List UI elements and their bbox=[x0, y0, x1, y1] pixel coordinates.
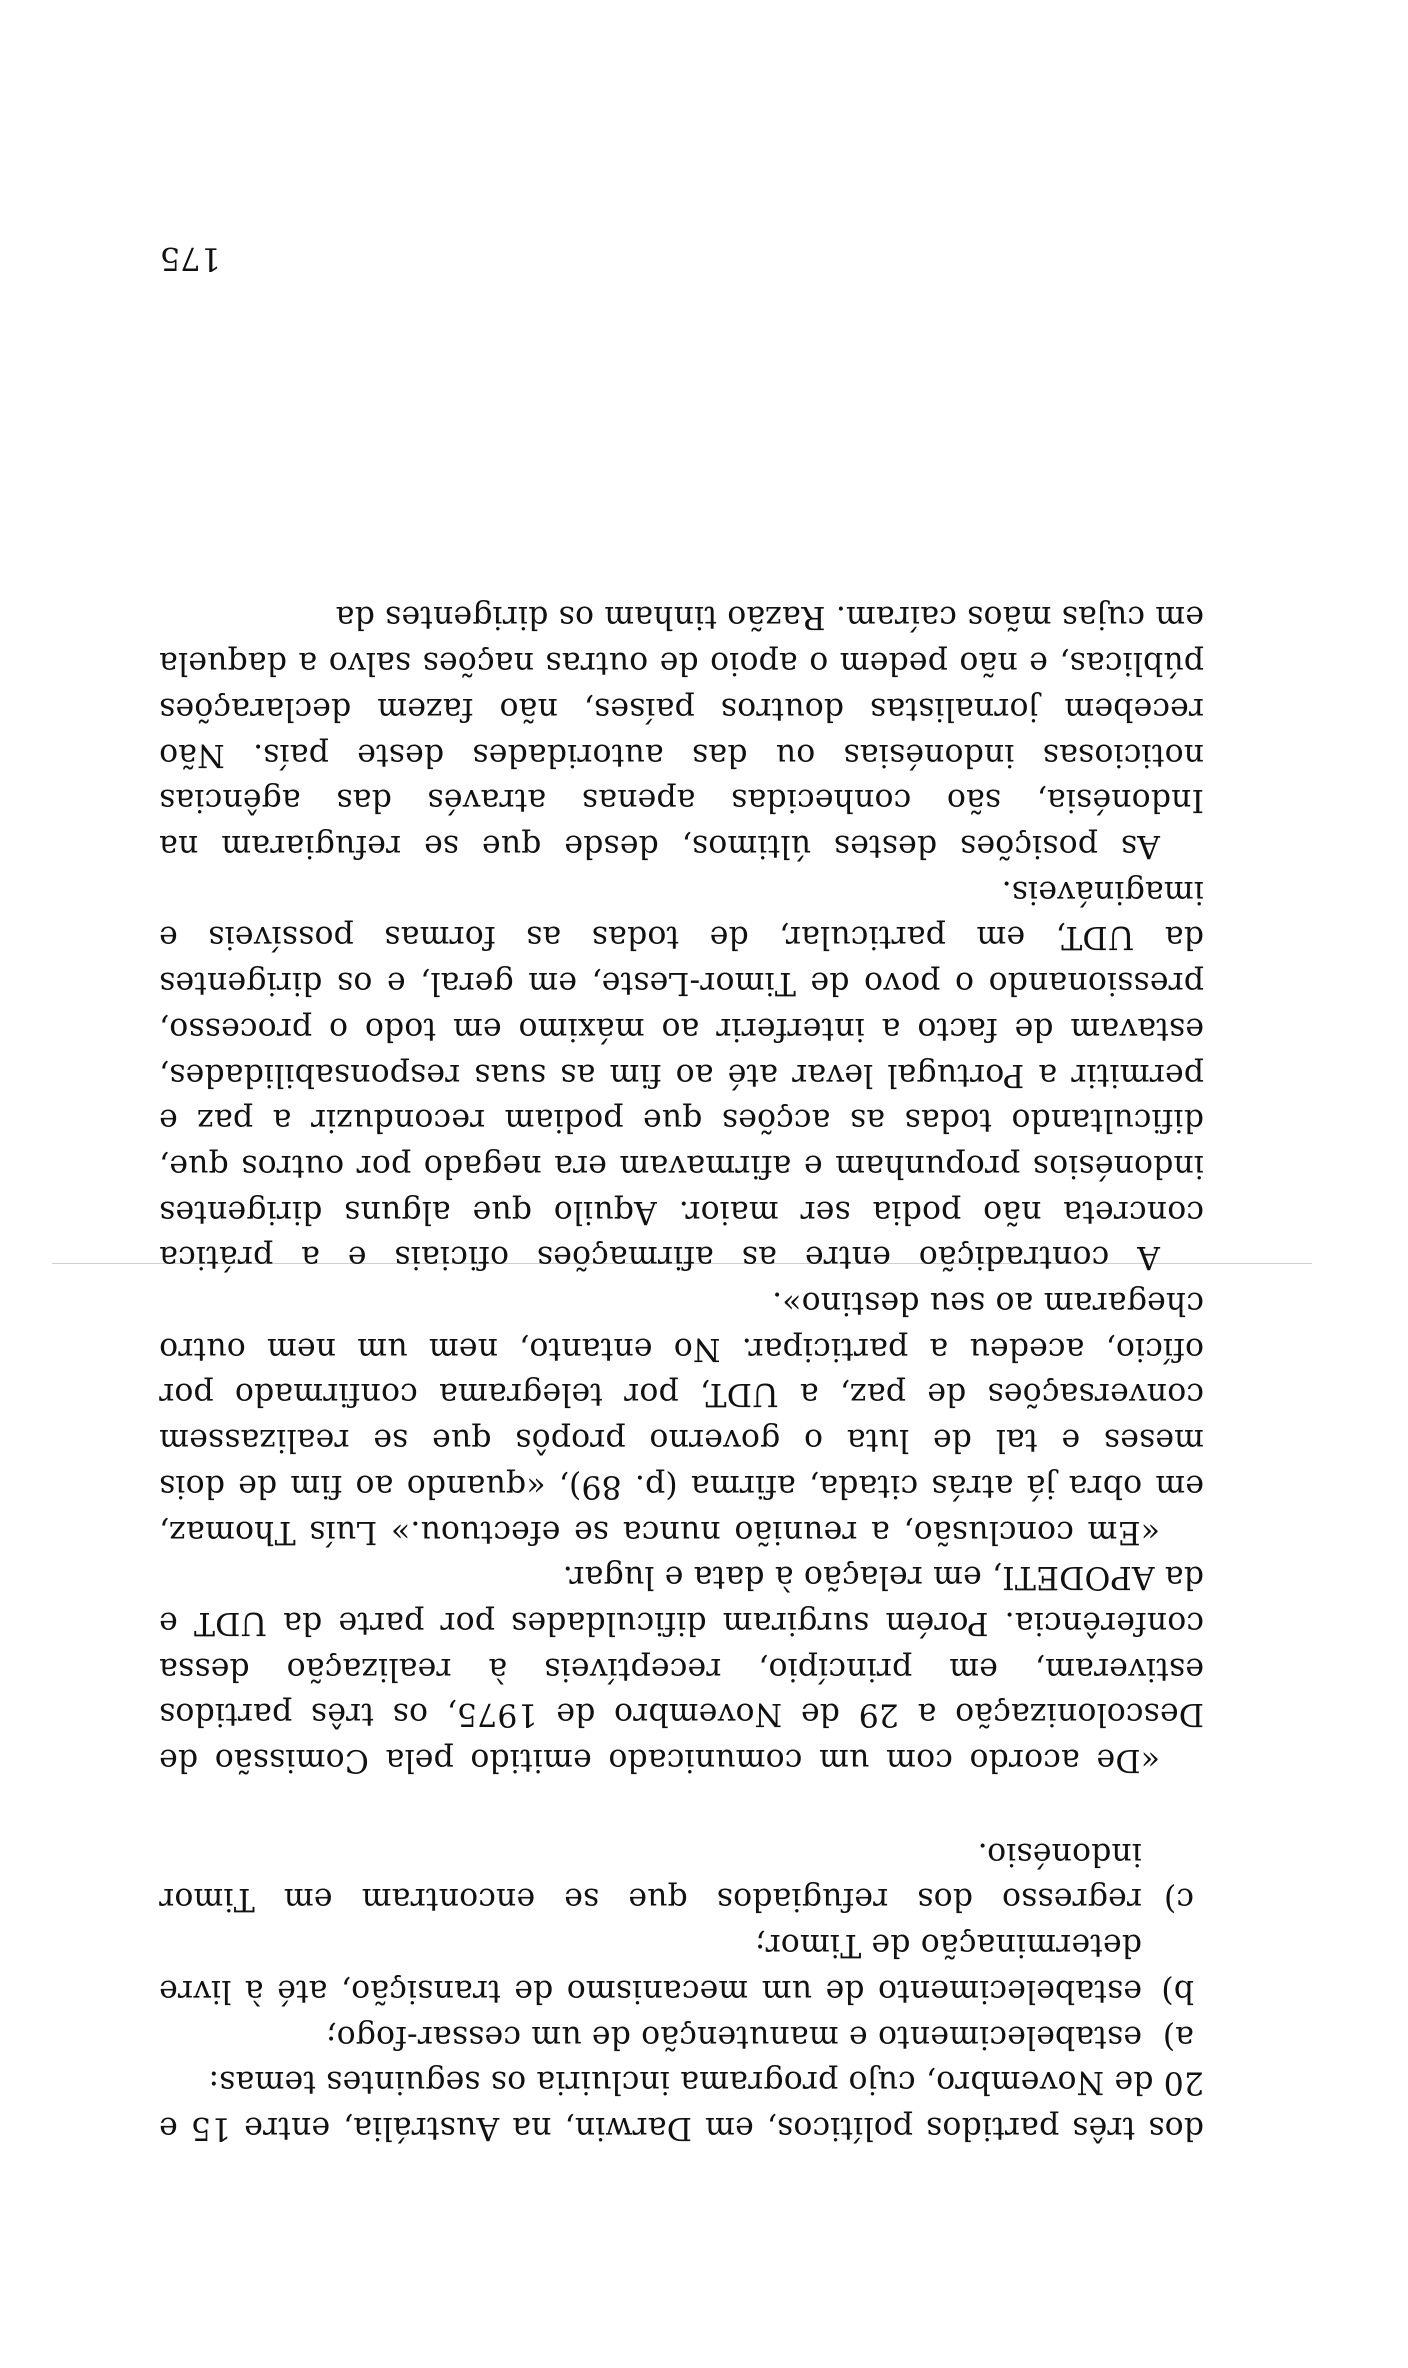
list-item-text: regresso dos refugiados que se encontram em Timor indonésio. bbox=[159, 1835, 1142, 1918]
list-item bbox=[159, 2013, 1204, 2059]
list-item-label: a) bbox=[1162, 2018, 1194, 2055]
body-paragraph: «De acordo com um comunicado emitido pela Comissão de Descolonização a 29 de Novembro de 1975, os três partidos estiveram, em princípio, receptíveis à realização dessa conferência. Porém surgiram dificuldades por parte da UDT e da APODETI, em relação à data e lugar. bbox=[159, 1559, 1204, 1779]
list-item-text: estabelecimento e manutenção de um cessar-fogo; bbox=[325, 2018, 1142, 2055]
list-item-text: estabelecimento de um mecanismo de transição, até à livre determinação de Timor; bbox=[159, 1927, 1142, 2009]
section-gap bbox=[159, 1782, 1204, 1830]
list-item bbox=[159, 1921, 1204, 2012]
body-paragraph: «Em conclusão, a reunião nunca se efectuou.» Luís Thomaz, em obra já atrás citada, afirma (p. 89), «quando ao fim de dois meses e tal de luta o governo propôs que se realizassem conversações de paz, a UDT, por telegrama confirmado por ofício, acedeu a participar. No entanto, nem um nem outro chegaram ao seu destino». bbox=[159, 1285, 1204, 1550]
list-item bbox=[159, 1830, 1204, 1921]
page-number: 175 bbox=[159, 240, 221, 278]
body-paragraph: As posições destes últimos, desde que se refugiaram na Indonésia, são conhecidas apenas através das agências noticiosas indonésias ou das autoridades deste país. Não recebem jornalistas doutros países, não fazem declarações públicas, e não pedem o apoio de outras nações salvo a daquela em cujas mãos caíram. Razão tinham os dirigentes da bbox=[159, 599, 1204, 865]
intro-paragraph: dos três partidos políticos, em Darwin, na Austrália, entre 15 e 20 de Novembro, cujo programa incluiria os seguintes temas: bbox=[159, 2064, 1204, 2146]
topic-list bbox=[159, 1830, 1204, 2059]
list-item-label: b) bbox=[1161, 1972, 1194, 2009]
body-paragraph: A contradição entre as afirmações oficiais e a prática concreta não podia ser maior. Aquilo que alguns dirigentes indonésios propunham e afirmavam era negado por outros que, dificultando todas as acções que podiam reconduzir a paz e permitir a Portugal levar até ao fim as suas responsabilidades, estavam de facto a interferir ao máximo em todo o processo, pressionando o povo de Timor-Leste, em geral, e os dirigentes da UDT, em particular, de todas as formas possíveis e imagináveis. bbox=[159, 873, 1204, 1276]
list-item-label: c) bbox=[1163, 1881, 1194, 1918]
page-body bbox=[159, 594, 1204, 2150]
